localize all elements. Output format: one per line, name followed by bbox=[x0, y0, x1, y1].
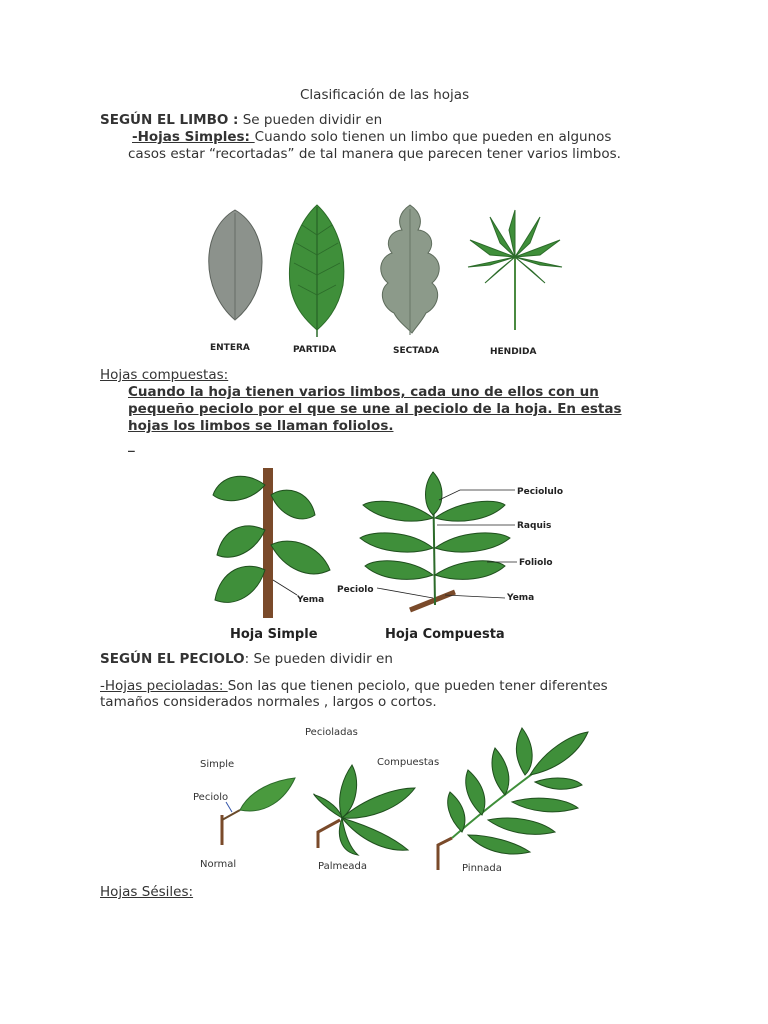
limbo-line bbox=[100, 112, 382, 129]
simple-label: Simple bbox=[200, 759, 235, 770]
partida-leaf-image bbox=[289, 205, 343, 337]
peciolo-heading: SEGÚN EL PECIOLO bbox=[100, 651, 245, 667]
peciolo-fig-label: Peciolo bbox=[193, 792, 229, 803]
limbo-intro: Se pueden dividir en bbox=[238, 112, 383, 128]
pecioladas-line bbox=[100, 678, 608, 695]
simples-text-1: Cuando solo tienen un limbo que pueden en algunos bbox=[254, 129, 612, 145]
hoja-compuesta-image bbox=[360, 472, 517, 610]
sesiles-label: Hojas Sésiles: bbox=[100, 884, 194, 900]
simples-text-2: casos estar “recortadas” de tal manera que parecen tener varios limbos. bbox=[128, 146, 621, 162]
simples-label: -Hojas Simples: bbox=[132, 129, 255, 145]
normal-label: Normal bbox=[200, 859, 237, 870]
palmeada-label: Palmeada bbox=[318, 861, 367, 872]
pecioladas-text-1: Son las que tienen peciolo, que pueden tener diferentes bbox=[227, 678, 608, 694]
compuestas-trailing: _ bbox=[128, 437, 135, 453]
hendida-label: HENDIDA bbox=[490, 347, 537, 357]
peciolulo-label: Peciolulo bbox=[517, 487, 564, 497]
yema-right-label: Yema bbox=[507, 593, 535, 603]
pinnada-label: Pinnada bbox=[462, 863, 502, 874]
compuestas-label: Hojas compuestas: bbox=[100, 367, 229, 383]
partida-label: PARTIDA bbox=[293, 345, 337, 355]
hendida-leaf-image bbox=[468, 210, 562, 330]
pinnada-leaf-image bbox=[438, 728, 588, 870]
limbo-figure bbox=[190, 195, 590, 360]
normal-leaf-image bbox=[222, 778, 295, 845]
compuestas-line-1: Cuando la hoja tienen varios limbos, cada uno de ellos con un bbox=[128, 384, 599, 400]
page-title: Clasificación de las hojas bbox=[300, 87, 470, 103]
compuestas-fig-label: Compuestas bbox=[377, 757, 440, 768]
peciolo-intro: : Se pueden dividir en bbox=[244, 651, 393, 667]
compuestas-line-3: hojas los limbos se llaman foliolos. bbox=[128, 418, 394, 434]
sectada-label: SECTADA bbox=[393, 346, 440, 356]
entera-label: ENTERA bbox=[210, 343, 250, 353]
simple-compuesta-figure bbox=[205, 460, 585, 645]
entera-leaf-image bbox=[209, 210, 262, 320]
limbo-heading: SEGÚN EL LIMBO : bbox=[100, 112, 239, 128]
pecioladas-title: Pecioladas bbox=[305, 727, 358, 738]
peciolo-line bbox=[100, 651, 393, 668]
pecioladas-figure bbox=[190, 720, 600, 880]
yema-left-label: Yema bbox=[297, 595, 325, 605]
hoja-simple-caption: Hoja Simple bbox=[230, 627, 318, 642]
raquis-label: Raquis bbox=[517, 521, 552, 531]
compuestas-line-2: pequeño peciolo por el que se une al peciolo de la hoja. En estas bbox=[128, 401, 622, 417]
sectada-leaf-image bbox=[381, 205, 439, 335]
pecioladas-text-2: tamaños considerados normales , largos o cortos. bbox=[100, 694, 437, 710]
simples-line bbox=[132, 129, 611, 146]
peciolo-label: Peciolo bbox=[337, 585, 374, 595]
pecioladas-label: -Hojas pecioladas: bbox=[100, 678, 228, 694]
foliolo-label: Foliolo bbox=[519, 558, 553, 568]
hoja-compuesta-caption: Hoja Compuesta bbox=[385, 627, 505, 642]
palmeada-leaf-image bbox=[314, 765, 415, 855]
